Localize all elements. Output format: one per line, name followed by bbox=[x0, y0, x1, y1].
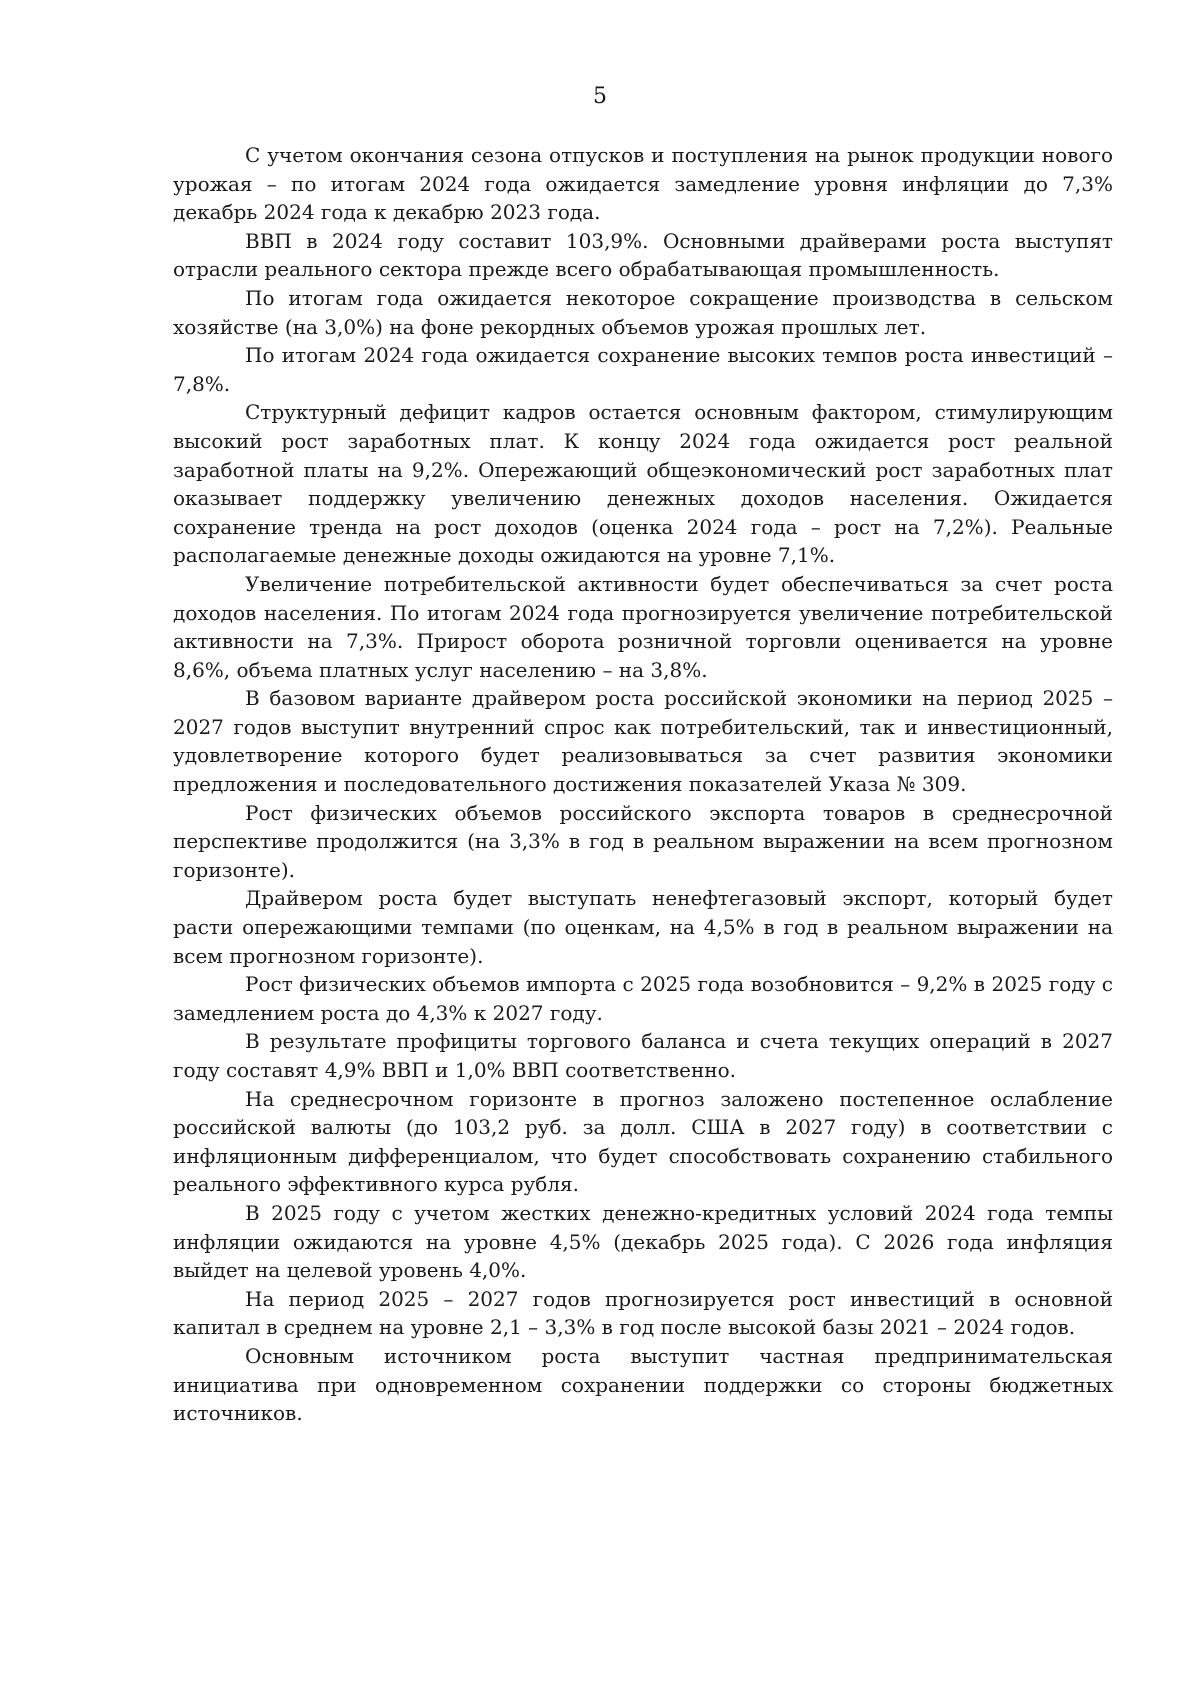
paragraph-inflation-2025: В 2025 году с учетом жестких денежно-кредитных условий 2024 года темпы инфляции ожидаются на уровне 4,5% (декабрь 2025 года). С 2026 года инфляция выйдет на целевой уровень 4,0%. bbox=[173, 1200, 1113, 1283]
document-body bbox=[173, 141, 1113, 1428]
paragraph-investment-2025-2027: На период 2025 – 2027 годов прогнозируется рост инвестиций в основной капитал в среднем на уровне 2,1 – 3,3% в год после высокой базы 2021 – 2024 годов. bbox=[173, 1286, 1113, 1340]
paragraph-non-oil-export: Драйвером роста будет выступать ненефтегазовый экспорт, который будет расти опережающими темпами (по оценкам, на 4,5% в год в реальном выражении на всем прогнозном горизонте). bbox=[173, 886, 1113, 968]
paragraph-wages-incomes: Структурный дефицит кадров остается основным фактором, стимулирующим высокий рост заработных плат. К концу 2024 года ожидается рост реальной заработной платы на 9,2%. Опережающий общеэкономический рост заработных плат оказывает поддержку увеличению денежных доходов населения. Ожидается сохранение тренда на рост доходов (оценка 2024 года – рост на 7,2%). Реальные располагаемые денежные доходы ожидаются на уровне 7,1%. bbox=[173, 400, 1113, 568]
paragraph-base-scenario: В базовом варианте драйвером роста российской экономики на период 2025 – 2027 годов выступит внутренний спрос как потребительский, так и инвестиционный, удовлетворение которого будет реализовываться за счет развития экономики предложения и последовательного достижения показателей Указа № 309. bbox=[173, 686, 1113, 797]
paragraph-inflation-2024: С учетом окончания сезона отпусков и поступления на рынок продукции нового урожая – по итогам 2024 года ожидается замедление уровня инфляции до 7,3% декабрь 2024 года к декабрю 2023 года. bbox=[173, 143, 1113, 225]
paragraph-import: Рост физических объемов импорта с 2025 года возобновится – 9,2% в 2025 году с замедлением роста до 4,3% к 2027 году. bbox=[173, 972, 1113, 1025]
paragraph-trade-balance: В результате профициты торгового баланса и счета текущих операций в 2027 году составят 4,9% ВВП и 1,0% ВВП соответственно. bbox=[173, 1029, 1113, 1082]
paragraph-growth-source: Основным источником роста выступит частная предпринимательская инициатива при одновременном сохранении поддержки со стороны бюджетных источников. bbox=[173, 1343, 1113, 1426]
paragraph-agriculture: По итогам года ожидается некоторое сокращение производства в сельском хозяйстве (на 3,0%) на фоне рекордных объемов урожая прошлых лет. bbox=[173, 285, 1113, 339]
page-number: 5 bbox=[593, 84, 607, 109]
paragraph-gdp-2024: ВВП в 2024 году составит 103,9%. Основными драйверами роста выступят отрасли реального сектора прежде всего обрабатывающая промышленность. bbox=[173, 228, 1113, 282]
paragraph-investment-2024: По итогам 2024 года ожидается сохранение высоких темпов роста инвестиций – 7,8%. bbox=[173, 343, 1113, 396]
paragraph-currency: На среднесрочном горизонте в прогноз заложено постепенное ослабление российской валюты (до 103,2 руб. за долл. США в 2027 году) в соответствии с инфляционным дифференциалом, что будет способствовать сохранению стабильного реального эффективного курса рубля. bbox=[173, 1086, 1113, 1197]
paragraph-export: Рост физических объемов российского экспорта товаров в среднесрочной перспективе продолжится (на 3,3% в год в реальном выражении на всем прогнозном горизонте). bbox=[173, 800, 1113, 882]
paragraph-consumer-activity: Увеличение потребительской активности будет обеспечиваться за счет роста доходов населения. По итогам 2024 года прогнозируется увеличение потребительской активности на 7,3%. Прирост оборота розничной торговли оценивается на уровне 8,6%, объема платных услуг населению – на 3,8%. bbox=[173, 571, 1113, 682]
